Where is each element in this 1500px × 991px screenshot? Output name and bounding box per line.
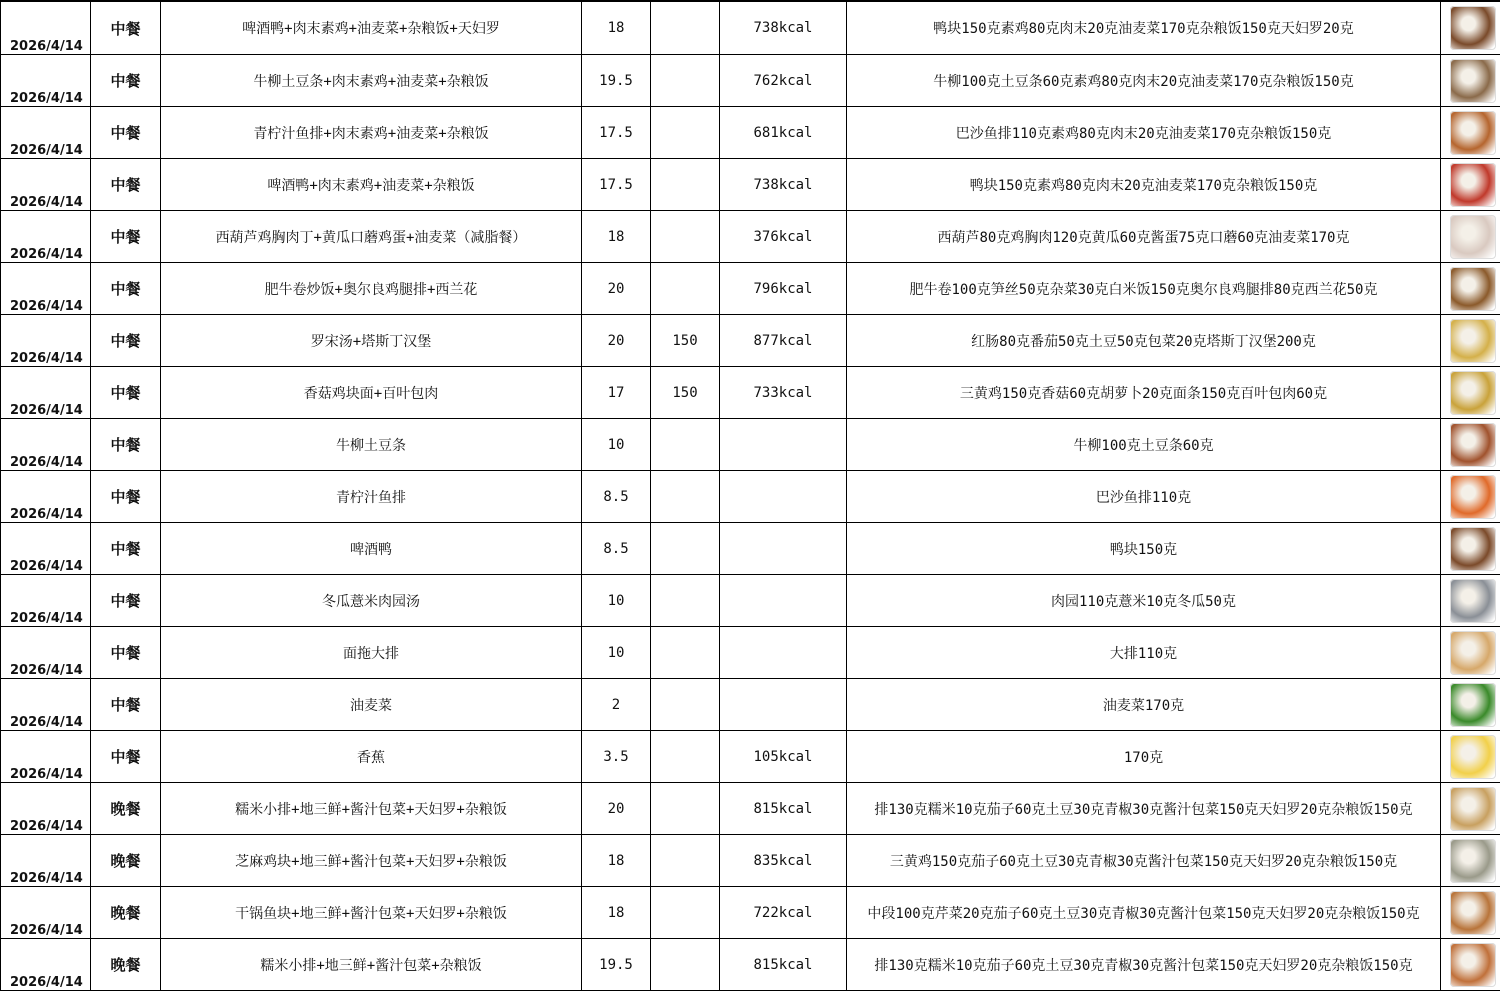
meal-type-cell[interactable]: 晚餐 — [91, 783, 161, 835]
ingredients-cell[interactable]: 排130克糯米10克茄子60克土豆30克青椒30克酱汁包菜150克天妇罗20克杂粮饭150克 — [847, 783, 1441, 835]
rice-photo — [1450, 267, 1496, 311]
photo-cell[interactable] — [1441, 575, 1500, 627]
meal-type-cell[interactable]: 中餐 — [91, 211, 161, 263]
calorie-cell[interactable] — [720, 523, 847, 575]
dish-name-cell[interactable]: 啤酒鸭+肉末素鸡+油麦菜+杂粮饭 — [161, 159, 582, 211]
dish-photo — [1450, 423, 1496, 467]
photo-cell[interactable] — [1441, 1, 1500, 55]
price-cell[interactable]: 8.5 — [582, 523, 651, 575]
ingredients-cell[interactable]: 油麦菜170克 — [847, 679, 1441, 731]
greens-photo — [1450, 683, 1496, 727]
dish-name-cell[interactable]: 面拖大排 — [161, 627, 582, 679]
calorie-cell[interactable]: 681kcal — [720, 107, 847, 159]
calorie-cell[interactable]: 376kcal — [720, 211, 847, 263]
dish-name-cell[interactable]: 牛柳土豆条 — [161, 419, 582, 471]
calorie-cell[interactable]: 815kcal — [720, 939, 847, 991]
price-cell[interactable]: 18 — [582, 211, 651, 263]
extra-value-cell[interactable] — [651, 627, 720, 679]
meal-type-cell[interactable]: 中餐 — [91, 315, 161, 367]
noodle-photo — [1450, 371, 1496, 415]
date-cell[interactable]: 2026/4/14 — [1, 263, 91, 315]
ingredients-cell[interactable]: 鸭块150克素鸡80克肉末20克油麦菜170克杂粮饭150克 — [847, 159, 1441, 211]
table-row[interactable] — [1, 315, 1500, 367]
meal-type-cell[interactable]: 中餐 — [91, 575, 161, 627]
ingredients-cell[interactable]: 鸭块150克 — [847, 523, 1441, 575]
meal-type-cell[interactable]: 中餐 — [91, 471, 161, 523]
photo-cell[interactable] — [1441, 939, 1500, 991]
extra-value-cell[interactable] — [651, 731, 720, 783]
dish-name-cell[interactable]: 冬瓜薏米肉园汤 — [161, 575, 582, 627]
dish-name-cell[interactable]: 糯米小排+地三鲜+酱汁包菜+天妇罗+杂粮饭 — [161, 783, 582, 835]
bento-photo — [1450, 59, 1496, 103]
table-row[interactable] — [1, 471, 1500, 523]
table-row[interactable] — [1, 627, 1500, 679]
calorie-cell[interactable]: 796kcal — [720, 263, 847, 315]
date-cell[interactable]: 2026/4/14 — [1, 523, 91, 575]
photo-cell[interactable] — [1441, 315, 1500, 367]
menu-table-body — [1, 1, 1500, 991]
extra-value-cell[interactable] — [651, 471, 720, 523]
table-row[interactable] — [1, 1, 1500, 55]
bento-photo — [1450, 6, 1496, 50]
calorie-cell[interactable] — [720, 679, 847, 731]
price-cell[interactable]: 10 — [582, 419, 651, 471]
price-cell[interactable]: 10 — [582, 575, 651, 627]
dish-name-cell[interactable]: 青柠汁鱼排 — [161, 471, 582, 523]
calorie-cell[interactable]: 877kcal — [720, 315, 847, 367]
calorie-cell[interactable]: 105kcal — [720, 731, 847, 783]
extra-value-cell[interactable] — [651, 419, 720, 471]
table-row[interactable] — [1, 263, 1500, 315]
date-cell[interactable]: 2026/4/14 — [1, 107, 91, 159]
photo-cell[interactable] — [1441, 159, 1500, 211]
dish-name-cell[interactable]: 香蕉 — [161, 731, 582, 783]
soup-photo — [1450, 319, 1496, 363]
bento-photo — [1450, 215, 1496, 259]
ingredients-cell[interactable]: 巴沙鱼排110克 — [847, 471, 1441, 523]
extra-value-cell[interactable] — [651, 159, 720, 211]
bento-photo — [1450, 943, 1496, 987]
calorie-cell[interactable] — [720, 575, 847, 627]
photo-cell[interactable] — [1441, 419, 1500, 471]
meal-type-cell[interactable]: 中餐 — [91, 627, 161, 679]
price-cell[interactable]: 8.5 — [582, 471, 651, 523]
table-row[interactable] — [1, 523, 1500, 575]
extra-value-cell[interactable] — [651, 887, 720, 939]
meal-type-cell[interactable]: 中餐 — [91, 523, 161, 575]
date-cell[interactable]: 2026/4/14 — [1, 783, 91, 835]
price-cell[interactable]: 18 — [582, 835, 651, 887]
extra-value-cell[interactable]: 150 — [651, 367, 720, 419]
calorie-cell[interactable]: 815kcal — [720, 783, 847, 835]
ingredients-cell[interactable]: 三黄鸡150克香菇60克胡萝卜20克面条150克百叶包肉60克 — [847, 367, 1441, 419]
date-cell[interactable]: 2026/4/14 — [1, 731, 91, 783]
date-cell[interactable]: 2026/4/14 — [1, 575, 91, 627]
dish-name-cell[interactable]: 啤酒鸭+肉末素鸡+油麦菜+杂粮饭+天妇罗 — [161, 1, 582, 55]
price-cell[interactable]: 17 — [582, 367, 651, 419]
photo-cell[interactable] — [1441, 783, 1500, 835]
ingredients-cell[interactable]: 三黄鸡150克茄子60克土豆30克青椒30克酱汁包菜150克天妇罗20克杂粮饭150克 — [847, 835, 1441, 887]
ingredients-cell[interactable]: 巴沙鱼排110克素鸡80克肉末20克油麦菜170克杂粮饭150克 — [847, 107, 1441, 159]
soup-photo — [1450, 579, 1496, 623]
ingredients-cell[interactable]: 牛柳100克土豆条60克素鸡80克肉末20克油麦菜170克杂粮饭150克 — [847, 55, 1441, 107]
date-cell[interactable]: 2026/4/14 — [1, 627, 91, 679]
dish-name-cell[interactable]: 牛柳土豆条+肉末素鸡+油麦菜+杂粮饭 — [161, 55, 582, 107]
meal-type-cell[interactable]: 晚餐 — [91, 835, 161, 887]
price-cell[interactable]: 19.5 — [582, 55, 651, 107]
calorie-cell[interactable]: 835kcal — [720, 835, 847, 887]
date-cell[interactable]: 2026/4/14 — [1, 55, 91, 107]
dish-name-cell[interactable]: 香菇鸡块面+百叶包肉 — [161, 367, 582, 419]
banana-photo — [1450, 735, 1496, 779]
extra-value-cell[interactable] — [651, 523, 720, 575]
photo-cell[interactable] — [1441, 471, 1500, 523]
price-cell[interactable]: 18 — [582, 1, 651, 55]
date-cell[interactable]: 2026/4/14 — [1, 679, 91, 731]
table-row[interactable] — [1, 939, 1500, 991]
table-row[interactable] — [1, 835, 1500, 887]
table-row[interactable] — [1, 367, 1500, 419]
price-cell[interactable]: 19.5 — [582, 939, 651, 991]
bento-photo — [1450, 839, 1496, 883]
dish-name-cell[interactable]: 油麦菜 — [161, 679, 582, 731]
price-cell[interactable]: 17.5 — [582, 159, 651, 211]
price-cell[interactable]: 20 — [582, 263, 651, 315]
ingredients-cell[interactable]: 大排110克 — [847, 627, 1441, 679]
extra-value-cell[interactable] — [651, 211, 720, 263]
bowl-photo — [1450, 163, 1496, 207]
photo-cell[interactable] — [1441, 367, 1500, 419]
dish-name-cell[interactable]: 西葫芦鸡胸肉丁+黄瓜口蘑鸡蛋+油麦菜（减脂餐） — [161, 211, 582, 263]
extra-value-cell[interactable] — [651, 575, 720, 627]
bento-photo — [1450, 891, 1496, 935]
date-cell[interactable]: 2026/4/14 — [1, 887, 91, 939]
bento-photo — [1450, 787, 1496, 831]
price-cell[interactable]: 2 — [582, 679, 651, 731]
photo-cell[interactable] — [1441, 263, 1500, 315]
calorie-cell[interactable] — [720, 419, 847, 471]
calorie-cell[interactable]: 762kcal — [720, 55, 847, 107]
meal-type-cell[interactable]: 中餐 — [91, 263, 161, 315]
extra-value-cell[interactable] — [651, 939, 720, 991]
date-cell[interactable]: 2026/4/14 — [1, 159, 91, 211]
ingredients-cell[interactable]: 排130克糯米10克茄子60克土豆30克青椒30克酱汁包菜150克天妇罗20克杂粮饭150克 — [847, 939, 1441, 991]
date-cell[interactable]: 2026/4/14 — [1, 419, 91, 471]
meal-type-cell[interactable]: 中餐 — [91, 55, 161, 107]
photo-cell[interactable] — [1441, 211, 1500, 263]
dish-name-cell[interactable]: 糯米小排+地三鲜+酱汁包菜+杂粮饭 — [161, 939, 582, 991]
photo-cell[interactable] — [1441, 835, 1500, 887]
date-cell[interactable]: 2026/4/14 — [1, 211, 91, 263]
meal-type-cell[interactable]: 中餐 — [91, 107, 161, 159]
photo-cell[interactable] — [1441, 523, 1500, 575]
duck-photo — [1450, 527, 1496, 571]
meal-type-cell[interactable]: 中餐 — [91, 367, 161, 419]
calorie-cell[interactable] — [720, 471, 847, 523]
dish-name-cell[interactable]: 啤酒鸭 — [161, 523, 582, 575]
ingredients-cell[interactable]: 肥牛卷100克笋丝50克杂菜30克白米饭150克奥尔良鸡腿排80克西兰花50克 — [847, 263, 1441, 315]
dish-name-cell[interactable]: 肥牛卷炒饭+奥尔良鸡腿排+西兰花 — [161, 263, 582, 315]
date-cell[interactable]: 2026/4/14 — [1, 471, 91, 523]
table-row[interactable] — [1, 783, 1500, 835]
calorie-cell[interactable]: 733kcal — [720, 367, 847, 419]
ingredients-cell[interactable]: 西葫芦80克鸡胸肉120克黄瓜60克酱蛋75克口蘑60克油麦菜170克 — [847, 211, 1441, 263]
meal-type-cell[interactable]: 晚餐 — [91, 887, 161, 939]
table-row[interactable] — [1, 107, 1500, 159]
photo-cell[interactable] — [1441, 627, 1500, 679]
price-cell[interactable]: 17.5 — [582, 107, 651, 159]
extra-value-cell[interactable] — [651, 679, 720, 731]
table-row[interactable] — [1, 211, 1500, 263]
ingredients-cell[interactable]: 170克 — [847, 731, 1441, 783]
dish-name-cell[interactable]: 罗宋汤+塔斯丁汉堡 — [161, 315, 582, 367]
ingredients-cell[interactable]: 牛柳100克土豆条60克 — [847, 419, 1441, 471]
extra-value-cell[interactable] — [651, 263, 720, 315]
price-cell[interactable]: 20 — [582, 783, 651, 835]
date-cell[interactable]: 2026/4/14 — [1, 1, 91, 55]
extra-value-cell[interactable] — [651, 1, 720, 55]
price-cell[interactable]: 3.5 — [582, 731, 651, 783]
date-cell[interactable]: 2026/4/14 — [1, 939, 91, 991]
ingredients-cell[interactable]: 肉园110克薏米10克冬瓜50克 — [847, 575, 1441, 627]
extra-value-cell[interactable]: 150 — [651, 315, 720, 367]
ingredients-cell[interactable]: 鸭块150克素鸡80克肉末20克油麦菜170克杂粮饭150克天妇罗20克 — [847, 1, 1441, 55]
table-row[interactable] — [1, 575, 1500, 627]
table-row[interactable] — [1, 731, 1500, 783]
calorie-cell[interactable] — [720, 627, 847, 679]
table-row[interactable] — [1, 679, 1500, 731]
bento-photo — [1450, 111, 1496, 155]
fish-photo — [1450, 475, 1496, 519]
date-cell[interactable]: 2026/4/14 — [1, 367, 91, 419]
extra-value-cell[interactable] — [651, 55, 720, 107]
price-cell[interactable]: 20 — [582, 315, 651, 367]
meal-type-cell[interactable]: 中餐 — [91, 419, 161, 471]
meal-type-cell[interactable]: 中餐 — [91, 1, 161, 55]
photo-cell[interactable] — [1441, 679, 1500, 731]
ingredients-cell[interactable]: 中段100克芹菜20克茄子60克土豆30克青椒30克酱汁包菜150克天妇罗20克杂粮饭150克 — [847, 887, 1441, 939]
price-cell[interactable]: 10 — [582, 627, 651, 679]
calorie-cell[interactable]: 738kcal — [720, 159, 847, 211]
extra-value-cell[interactable] — [651, 783, 720, 835]
ingredients-cell[interactable]: 红肠80克番茄50克土豆50克包菜20克塔斯丁汉堡200克 — [847, 315, 1441, 367]
dish-name-cell[interactable]: 芝麻鸡块+地三鲜+酱汁包菜+天妇罗+杂粮饭 — [161, 835, 582, 887]
meal-type-cell[interactable]: 晚餐 — [91, 939, 161, 991]
price-cell[interactable]: 18 — [582, 887, 651, 939]
photo-cell[interactable] — [1441, 731, 1500, 783]
photo-cell[interactable] — [1441, 887, 1500, 939]
table-row[interactable] — [1, 159, 1500, 211]
meal-type-cell[interactable]: 中餐 — [91, 159, 161, 211]
table-row[interactable] — [1, 419, 1500, 471]
table-row[interactable] — [1, 55, 1500, 107]
dish-name-cell[interactable]: 干锅鱼块+地三鲜+酱汁包菜+天妇罗+杂粮饭 — [161, 887, 582, 939]
date-cell[interactable]: 2026/4/14 — [1, 835, 91, 887]
extra-value-cell[interactable] — [651, 107, 720, 159]
calorie-cell[interactable]: 722kcal — [720, 887, 847, 939]
meal-type-cell[interactable]: 中餐 — [91, 679, 161, 731]
calorie-cell[interactable]: 738kcal — [720, 1, 847, 55]
table-row[interactable] — [1, 887, 1500, 939]
photo-cell[interactable] — [1441, 55, 1500, 107]
date-cell[interactable]: 2026/4/14 — [1, 315, 91, 367]
pork-photo — [1450, 631, 1496, 675]
photo-cell[interactable] — [1441, 107, 1500, 159]
meal-type-cell[interactable]: 中餐 — [91, 731, 161, 783]
extra-value-cell[interactable] — [651, 835, 720, 887]
dish-name-cell[interactable]: 青柠汁鱼排+肉末素鸡+油麦菜+杂粮饭 — [161, 107, 582, 159]
